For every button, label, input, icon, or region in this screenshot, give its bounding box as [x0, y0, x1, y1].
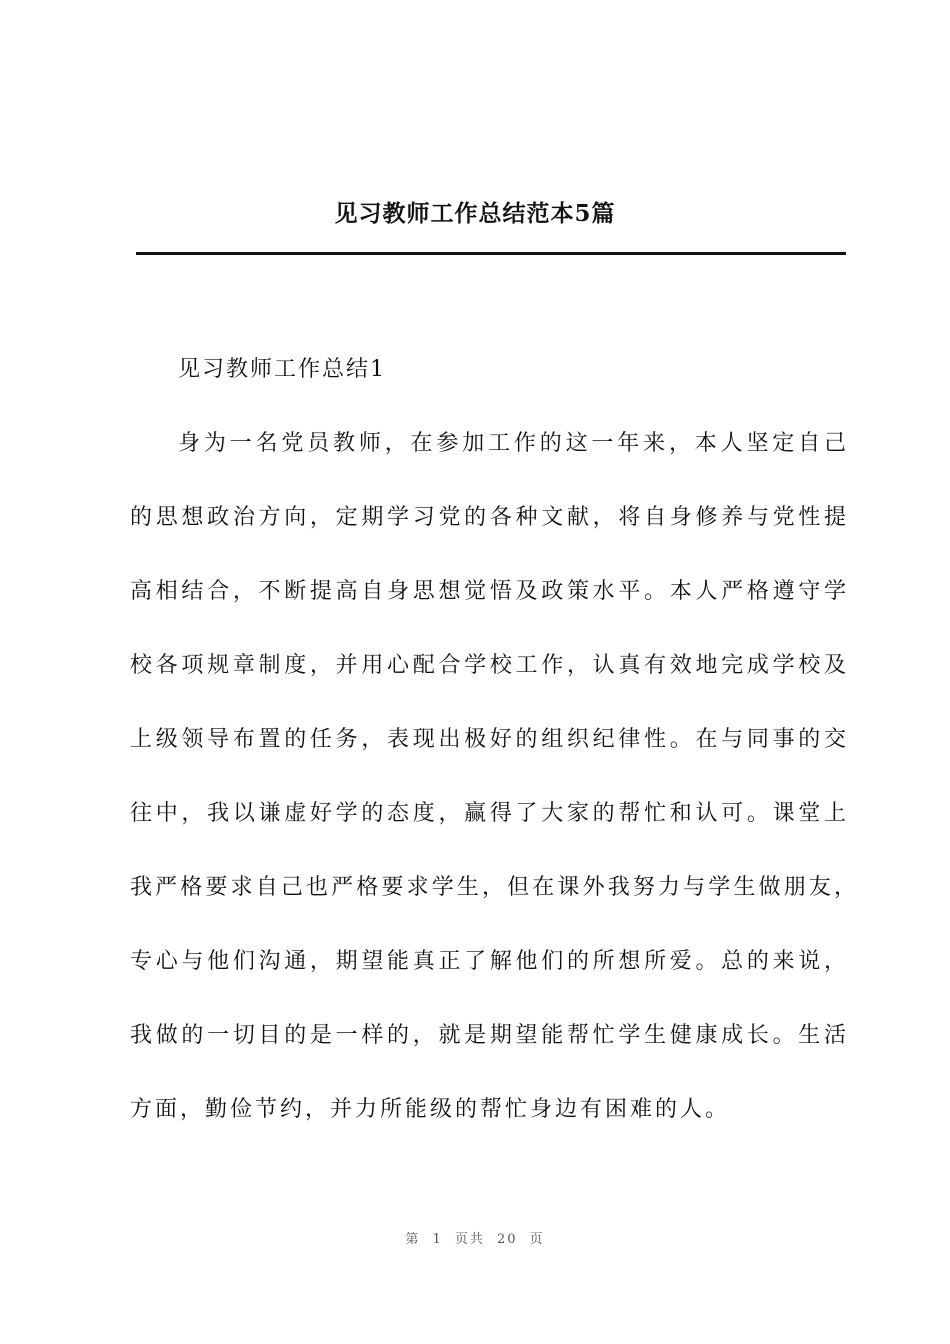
paragraph-line: 往中，我以谦虚好学的态度，赢得了大家的帮忙和认可。课堂上: [130, 801, 846, 826]
paragraph-line: 校各项规章制度，并用心配合学校工作，认真有效地完成学校及: [130, 653, 846, 678]
document-title: 见习教师工作总结范本5篇: [334, 200, 616, 227]
section-heading: 见习教师工作总结1: [178, 357, 386, 382]
title-divider: [136, 252, 846, 255]
paragraph-line: 的思想政治方向，定期学习党的各种文献，将自身修养与党性提: [130, 505, 846, 530]
paragraph-line: 上级领导布置的任务，表现出极好的组织纪律性。在与同事的交: [130, 727, 846, 752]
paragraph-line: 我做的一切目的是一样的，就是期望能帮忙学生健康成长。生活: [130, 1023, 846, 1048]
page-number-footer: 第 1 页共 20 页: [405, 1232, 545, 1247]
paragraph-line: 我严格要求自己也严格要求学生，但在课外我努力与学生做朋友，: [130, 875, 856, 900]
paragraph-line: 身为一名党员教师，在参加工作的这一年来，本人坚定自己: [178, 431, 846, 456]
paragraph-line: 高相结合，不断提高自身思想觉悟及政策水平。本人严格遵守学: [130, 579, 846, 604]
paragraph-line: 方面，勤俭节约，并力所能级的帮忙身边有困难的人。: [130, 1097, 731, 1122]
paragraph-line: 专心与他们沟通，期望能真正了解他们的所想所爱。总的来说，: [130, 949, 846, 974]
